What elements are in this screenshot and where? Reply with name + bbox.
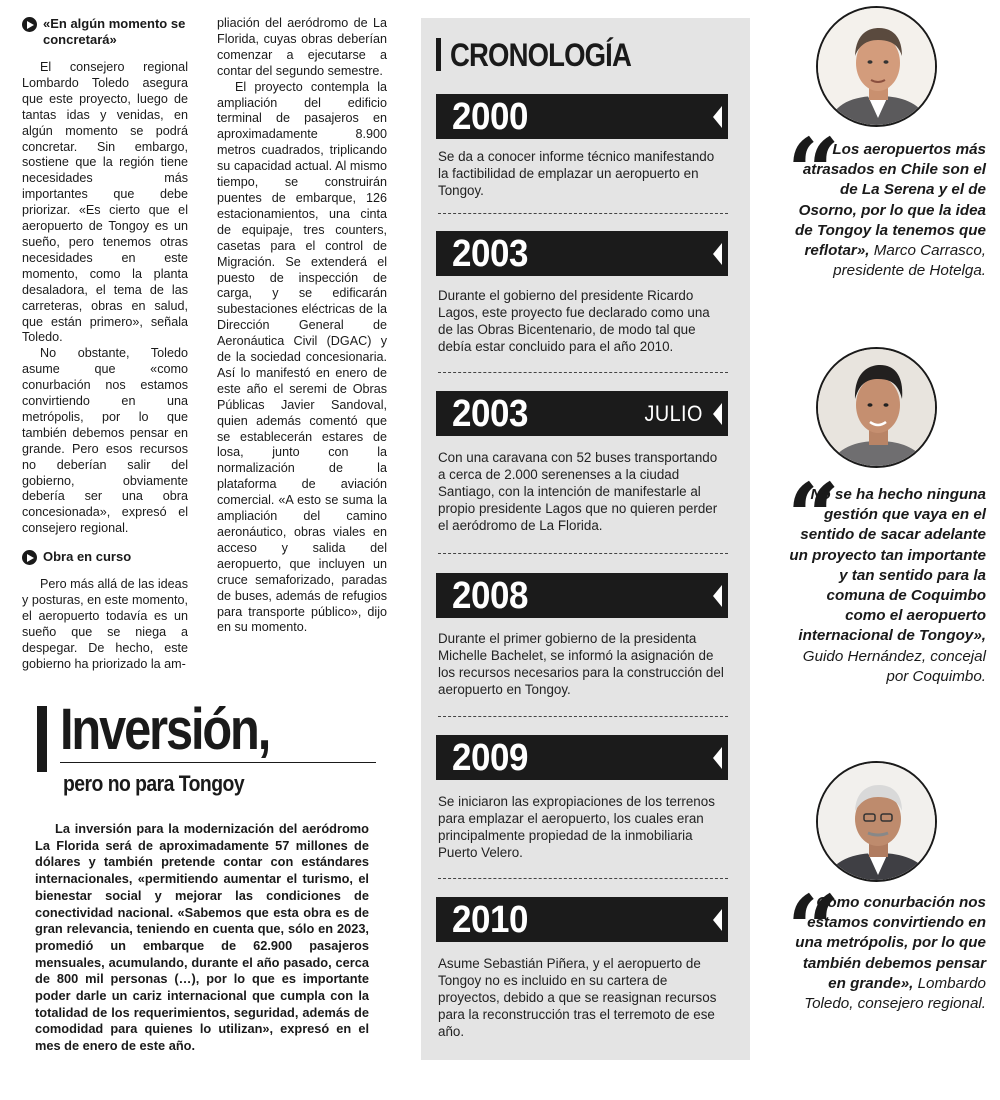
notch-icon — [713, 747, 722, 769]
quote-marks-icon: “ — [787, 463, 840, 571]
timeline-event: Durante el gobierno del presidente Ricardo Lagos, este proyecto fue declarado como una de las Obras Bicentenario, de modo tal que debía estar concluido para el año 2010. — [438, 288, 710, 354]
article-column-1 — [22, 16, 188, 673]
article-column-2 — [217, 16, 387, 636]
quote-marks-icon: “ — [787, 118, 840, 226]
notch-icon — [713, 403, 722, 425]
headline-rule — [60, 762, 376, 763]
dashed-divider — [438, 553, 728, 554]
quote-text: Los aeropuertos más atrasados en Chile son el de La Serena y el de Osorno, por lo que la idea de Tongoy la tenemos que reflotar», — [795, 141, 986, 260]
quote-marco-carrasco — [786, 140, 986, 281]
timeline-event: Se iniciaron las expropiaciones de los terrenos para emplazar el aeropuerto, los cuales eran principalmente propiedad de la inmobiliaria Puerto Velero. — [438, 794, 715, 860]
quote-attribution: Guido Hernández, concejal por Coquimbo. — [802, 647, 986, 685]
quote-attribution: Marco Carrasco, presidente de Hotelga. — [833, 242, 986, 280]
year-label: 2003 — [452, 233, 528, 275]
timeline-event: Se da a conocer informe técnico manifestando la factibilidad de emplazar un aeropuerto en Tongoy. — [438, 149, 715, 198]
paragraph: El consejero regional Lombardo Toledo asegura que este proyecto, luego de tantas idas y venidas, en algún momento se podrá concretar. Sin embargo, sostiene que la región tiene necesidades más importantes que debe priorizar. «Es cierto que el aeropuerto de Tongoy es un sueño, pero tenemos otras necesidades en este momento, como la planta desaladora, el tema de las carreteras, obras en salud, que están primero», señala Toledo. — [22, 60, 188, 345]
year-label: 2009 — [452, 737, 528, 779]
headline-bar — [37, 706, 47, 772]
year-bar-2009 — [436, 735, 728, 780]
subhead-en-algun-momento: «En algún momento se concretará» — [22, 16, 188, 48]
year-label: 2003 — [452, 393, 528, 435]
paragraph: pliación del aeródromo de La Florida, cuyas obras deberían comenzar a ejecutarse a contar del segundo semestre. — [217, 16, 387, 78]
timeline-event: Asume Sebastián Piñera, y el aeropuerto de Tongoy no es incluido en su cartera de proyectos, debido a que se reasignan recursos para la reconstrucción tras el terremoto de ese año. — [438, 956, 717, 1039]
portrait-guido-hernandez — [816, 347, 937, 468]
timeline-event: Durante el primer gobierno de la presidenta Michelle Bachelet, se informó la asignación de los recursos necesarios para la construcción del aeropuerto en Tongoy. — [438, 631, 724, 697]
cronologia-title: CRONOLOGÍA — [450, 37, 631, 73]
quote-text: No se ha hecho ninguna gestión que vaya en el sentido de sacar adelante un proyecto tan importante y tan sentido para la comuna de Coquimbo como el aeropuerto internacional de Tongoy», — [789, 486, 986, 645]
portrait-marco-carrasco — [816, 6, 937, 127]
year-bar-2010 — [436, 897, 728, 942]
year-bar-2003 — [436, 231, 728, 276]
year-label: 2000 — [452, 96, 528, 138]
year-bar-2008 — [436, 573, 728, 618]
month-tag: JULIO — [644, 401, 703, 426]
notch-icon — [713, 243, 722, 265]
play-bullet-icon — [22, 550, 37, 565]
dashed-divider — [438, 878, 728, 879]
year-bar-2000 — [436, 94, 728, 139]
dashed-divider — [438, 213, 728, 214]
quote-attribution: Lombardo Toledo, consejero regional. — [804, 974, 986, 1013]
notch-icon — [713, 585, 722, 607]
year-bar-2003-julio — [436, 391, 728, 436]
dashed-divider — [438, 372, 728, 373]
inversion-headline: Inversión, — [60, 697, 270, 762]
year-label: 2010 — [452, 899, 528, 941]
quote-marks-icon: “ — [787, 875, 840, 983]
cronologia-title-bar — [436, 38, 441, 71]
quote-text: Como conurbación nos estamos convirtiendo en una metrópolis, por lo que también debemos pensar en grande», — [795, 894, 986, 992]
subhead-obra-en-curso: Obra en curso — [22, 549, 188, 565]
timeline-event: Con una caravana con 52 buses transportando a cerca de 2.000 serenenses a la ciudad Santiago, con la intención de manifestarle al propio presidente Lagos que no quieren perder el aeródromo de La Florida. — [438, 450, 718, 533]
play-bullet-icon — [22, 17, 37, 32]
paragraph: Pero más allá de las ideas y posturas, en este momento, el aeropuerto todavía es un sueño que se niega a despegar. De hecho, este gobierno ha priorizado la am- — [22, 577, 188, 671]
inversion-body: La inversión para la modernización del aeródromo La Florida será de aproximadamente 57 millones de dólares y también pretende contar con estándares internacionales, «permitiendo aumentar el turismo, el bienestar social y mejorar las condiciones de conectividad nacional. «Sabemos que esta obra es de gran relevancia, teniendo en cuenta que, sólo en 2023, promedió un embarque de 62.900 pasajeros mensuales, acumulando, durante el año pasado, cerca de 800 mil personas (…), por lo que es importante poder darle un cariz internacional que cumpla con la totalidad de los requerimientos, seguridad, además de comodidad para quienes lo utilizan», expresó en el mes de enero de este año. — [35, 821, 369, 1054]
notch-icon — [713, 909, 722, 931]
quote-lombardo-toledo — [786, 893, 986, 1014]
portrait-lombardo-toledo — [816, 761, 937, 882]
notch-icon — [713, 106, 722, 128]
paragraph: El proyecto contempla la ampliación del edificio terminal de pasajeros en aproximadamente 8.900 metros cuadrados, triplicando su capacidad actual. Al mismo tiempo, se construirán puentes de embarque, 126 estacionamientos, una cinta de equipaje, tres counters, casetas para el control de Migración. Se extenderá el puesto de inspección de carga, y se edificarán subestaciones eléctricas de la Dirección General de Aeronáutica Civil (DGAC) y de la sociedad concesionaria. Así lo manifestó en enero de este año el seremi de Obras Públicas Javier Sandoval, quien además comentó que se establecerán estares de losa, junto con la normalización de la plataforma de aviación comercial. «A esto se suma la ampliación del camino aeronáutico, obras viales en acceso y salida del aeropuerto, que incluyen un cruce semaforizado, paradas de buses, además de refugios para transporte público», dijo en su momento. — [217, 79, 387, 635]
inversion-subheadline: pero no para Tongoy — [63, 771, 245, 796]
quote-guido-hernandez — [786, 485, 986, 687]
year-label: 2008 — [452, 575, 528, 617]
dashed-divider — [438, 716, 728, 717]
paragraph: No obstante, Toledo asume que «como conurbación nos estamos convirtiendo en una metrópolis, por lo que también debemos pensar en grande. Pero esos recursos no deberían salir del gobierno, obviamente debería ser una obra concesionada», expresó el consejero regional. — [22, 346, 188, 536]
